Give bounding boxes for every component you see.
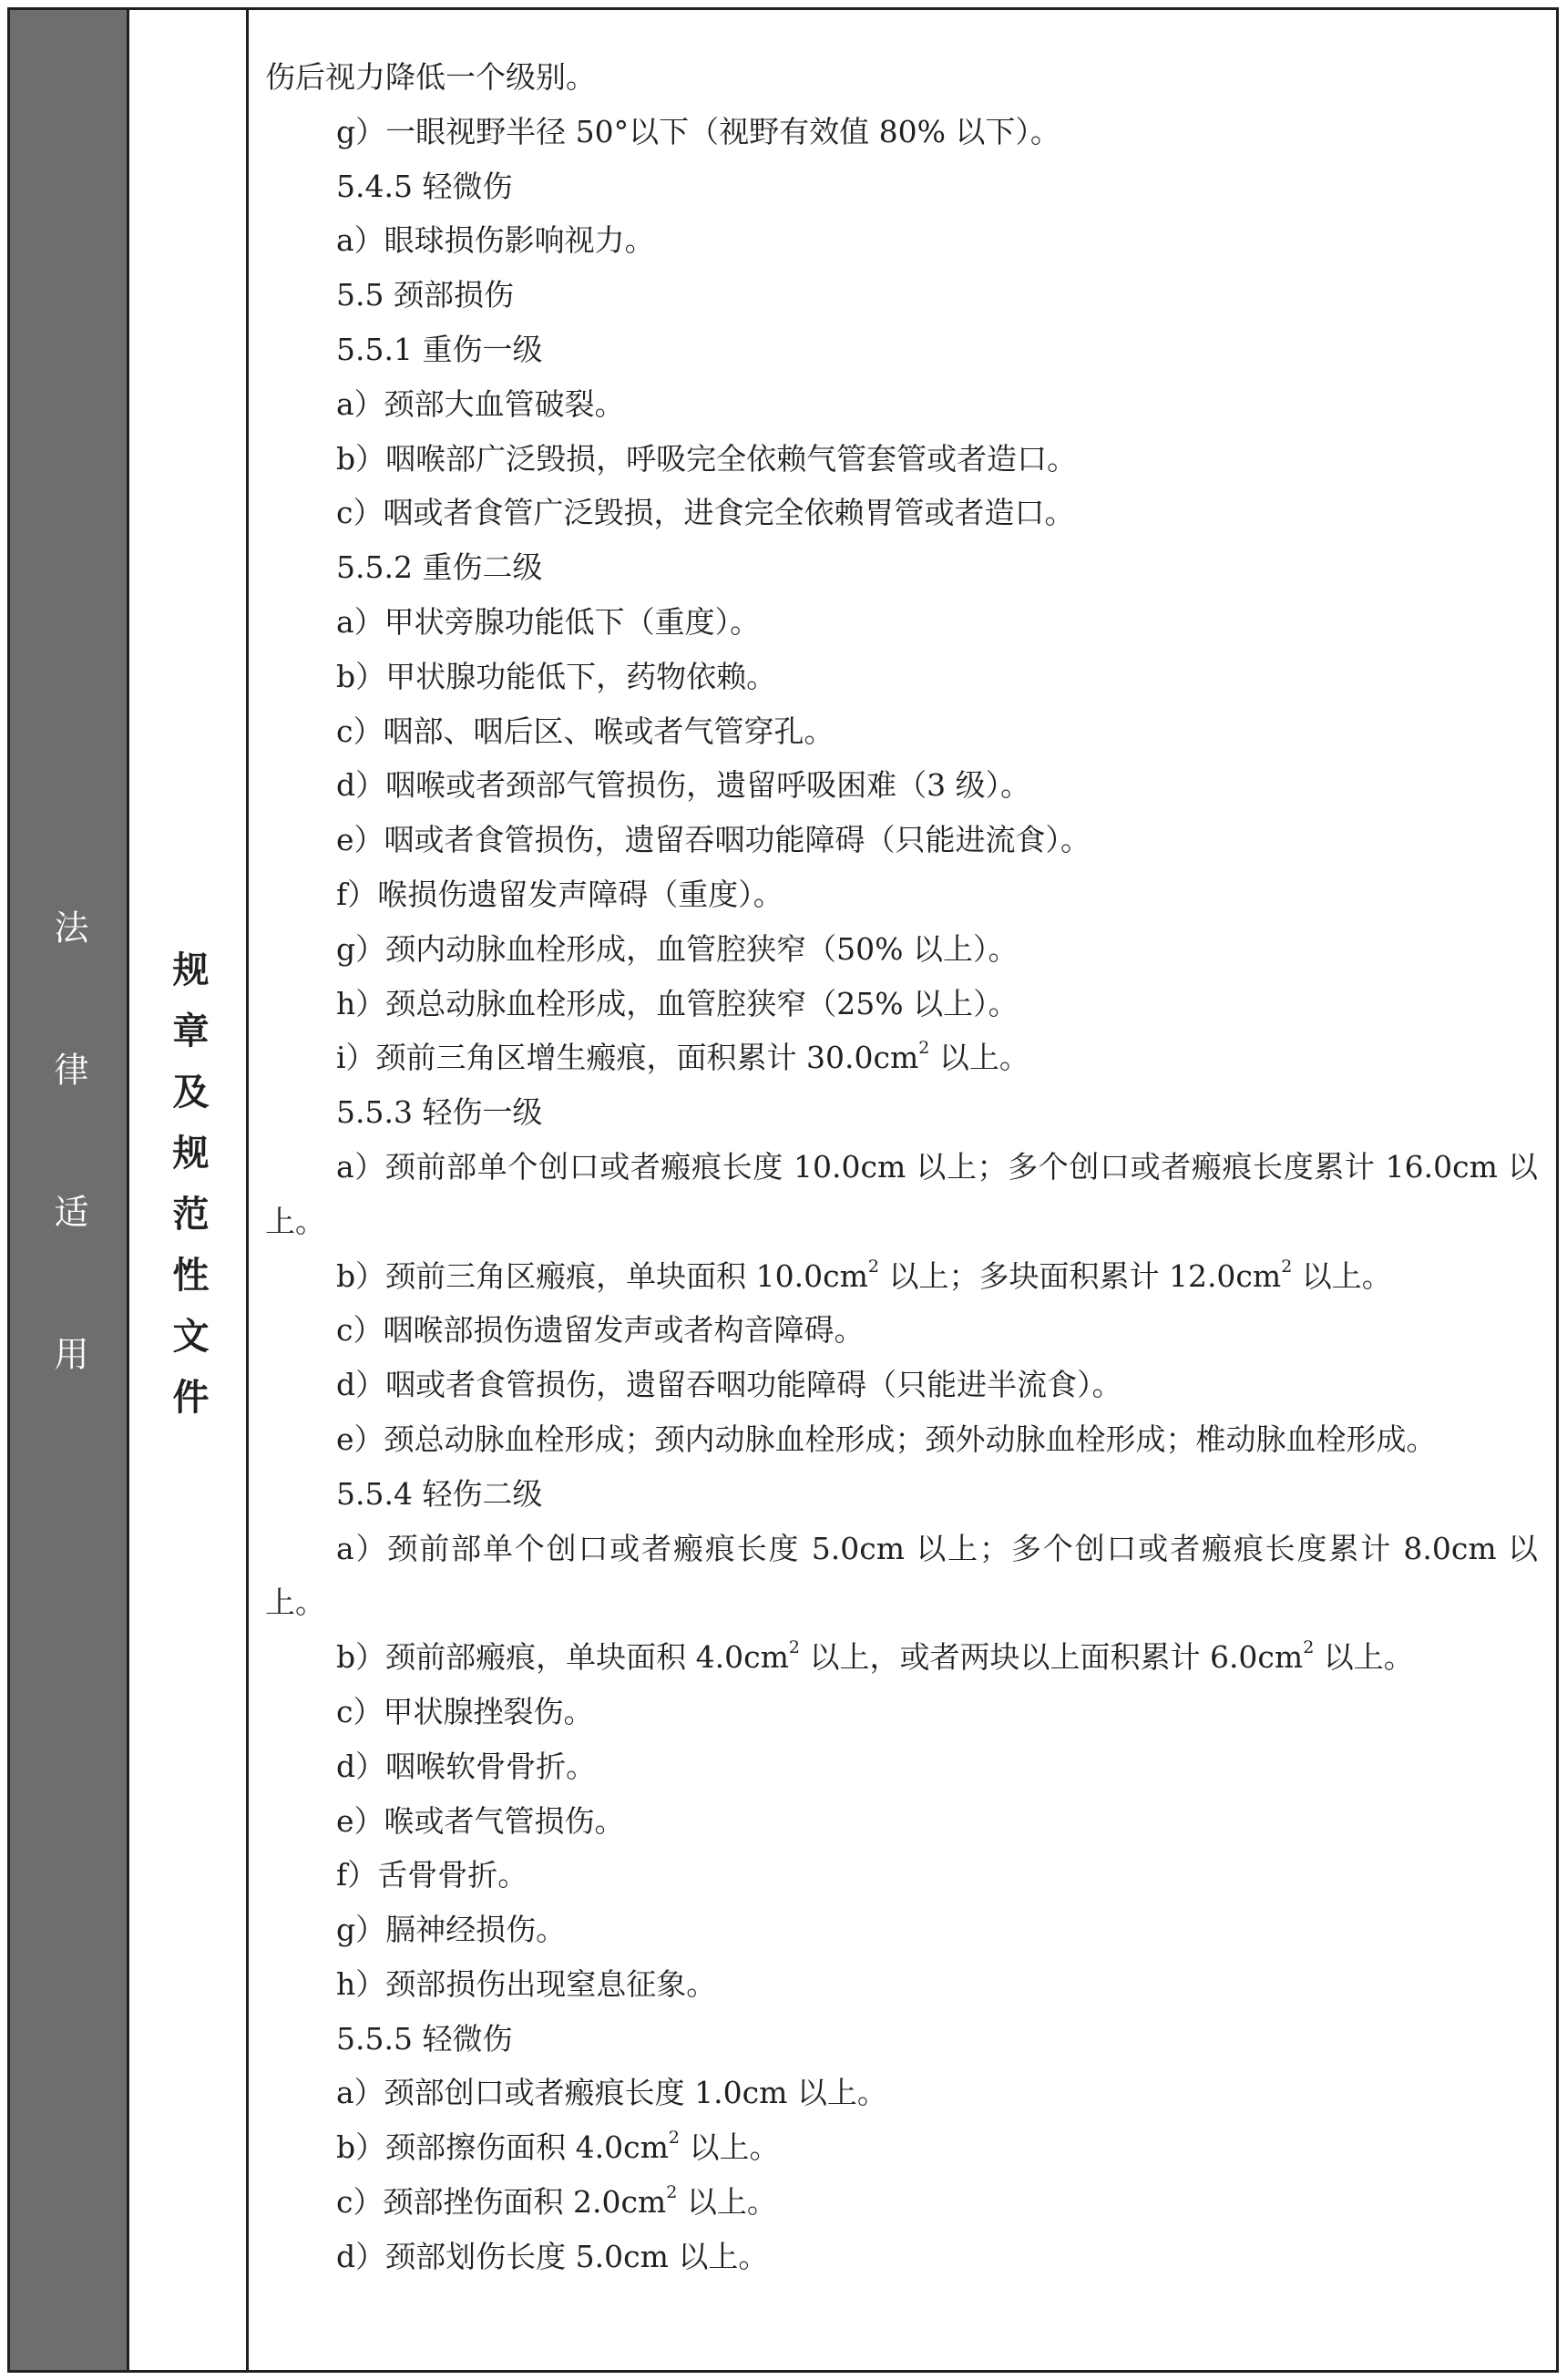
text-line (265, 2120, 1538, 2175)
line-text: g）膈神经损伤。 (336, 1912, 567, 1948)
line-text: b）咽喉部广泛毁损，呼吸完全依赖气管套管或者造口。 (336, 440, 1078, 477)
line-text: b）颈前部瘢痕，单块面积 4.0cm (336, 1639, 789, 1676)
line-text: 5.5.4 轻伤二级 (336, 1475, 543, 1512)
text-line (265, 1085, 1538, 1140)
text-line (265, 2230, 1538, 2284)
line-text: e）咽或者食管损伤，遗留吞咽功能障碍（只能进流食）。 (336, 822, 1091, 858)
line-text: c）咽或者食管广泛毁损，进食完全依赖胃管或者造口。 (336, 495, 1075, 531)
line-text: 5.5.1 重伤一级 (336, 331, 543, 367)
text-line (265, 1903, 1538, 1957)
line-text: 5.5.3 轻伤一级 (336, 1094, 543, 1131)
text-line (265, 867, 1538, 922)
text-line (265, 159, 1538, 214)
line-text: a）颈部创口或者瘢痕长度 1.0cm 以上。 (336, 2075, 887, 2111)
text-line (265, 268, 1538, 323)
text-line (265, 1303, 1538, 1358)
text-line (265, 432, 1538, 487)
superscript: 2 (666, 2182, 678, 2203)
text-line (265, 1522, 1538, 1631)
text-line (265, 50, 1538, 105)
line-text: d）咽或者食管损伤，遗留吞咽功能障碍（只能进半流食）。 (336, 1367, 1122, 1403)
text-line (265, 977, 1538, 1031)
text-line (265, 1685, 1538, 1739)
text-line (265, 2012, 1538, 2067)
line-text: e）喉或者气管损伤。 (336, 1802, 625, 1839)
line-text: 以上；多块面积累计 12.0cm (878, 1257, 1282, 1294)
line-text: h）颈部损伤出现窒息征象。 (336, 1965, 717, 2002)
line-text: e）颈总动脉血栓形成；颈内动脉血栓形成；颈外动脉血栓形成；椎动脉血栓形成。 (336, 1421, 1437, 1457)
text-line (265, 323, 1538, 377)
text-line (265, 1412, 1538, 1467)
line-text: c）颈部挫伤面积 2.0cm (336, 2184, 667, 2221)
text-line (265, 813, 1538, 867)
text-line (265, 1031, 1538, 1085)
line-text: 以上。 (1314, 1639, 1414, 1676)
line-text: 以上。 (1292, 1257, 1392, 1294)
text-line (265, 1848, 1538, 1903)
category-label: 法律适用 (48, 909, 88, 1478)
text-line (265, 540, 1538, 595)
line-text: c）咽喉部损伤遗留发声或者构音障碍。 (336, 1312, 865, 1349)
text-line (265, 213, 1538, 268)
text-line (265, 758, 1538, 813)
line-text: g）颈内动脉血栓形成，血管腔狭窄（50% 以上）。 (336, 930, 1019, 967)
line-text: 以上。 (677, 2184, 777, 2221)
category-column (10, 10, 129, 2370)
line-text: d）咽喉软骨骨折。 (336, 1748, 597, 1784)
line-text: a）颈前部单个创口或者瘢痕长度 10.0cm 以上；多个创口或者瘢痕长度累计 16.0cm 以上。 (265, 1148, 1538, 1239)
line-text: 伤后视力降低一个级别。 (265, 59, 596, 95)
text-line (265, 704, 1538, 759)
line-text: f）舌骨骨折。 (336, 1857, 528, 1893)
text-line (265, 2066, 1538, 2120)
content-column (249, 10, 1556, 2370)
superscript: 2 (788, 1637, 800, 1658)
text-line (265, 1957, 1538, 2012)
line-text: c）咽部、咽后区、喉或者气管穿孔。 (336, 713, 835, 749)
line-text: a）颈前部单个创口或者瘢痕长度 5.0cm 以上；多个创口或者瘢痕长度累计 8.0cm 以上。 (265, 1530, 1538, 1621)
text-line (265, 650, 1538, 704)
text-line (265, 1739, 1538, 1794)
line-text: 以上。 (929, 1040, 1029, 1076)
text-line (265, 1140, 1538, 1249)
line-text: 5.5.2 重伤二级 (336, 549, 543, 586)
superscript: 2 (867, 1256, 879, 1277)
line-text: b）颈部擦伤面积 4.0cm (336, 2129, 669, 2166)
line-text: 5.4.5 轻微伤 (336, 168, 513, 204)
line-text: h）颈总动脉血栓形成，血管腔狭窄（25% 以上）。 (336, 985, 1019, 1021)
line-text: b）颈前三角区瘢痕，单块面积 10.0cm (336, 1257, 868, 1294)
line-text: i）颈前三角区增生瘢痕，面积累计 30.0cm (336, 1040, 919, 1076)
superscript: 2 (668, 2128, 680, 2149)
line-text: a）眼球损伤影响视力。 (336, 222, 655, 259)
line-text: 5.5 颈部损伤 (336, 277, 514, 313)
text-line (265, 486, 1538, 540)
text-line (265, 1358, 1538, 1412)
text-line (265, 595, 1538, 650)
line-text: c）甲状腺挫裂伤。 (336, 1693, 594, 1729)
text-line (265, 1467, 1538, 1522)
text-line (265, 2175, 1538, 2230)
text-line (265, 1249, 1538, 1304)
line-text: d）咽喉或者颈部气管损伤，遗留呼吸困难（3 级）。 (336, 767, 1031, 804)
superscript: 2 (918, 1038, 930, 1059)
subcategory-label: 规章及规范性文件 (167, 950, 209, 1439)
subcategory-column (129, 10, 249, 2370)
text-line (265, 105, 1538, 159)
table-frame (7, 7, 1559, 2373)
text-line (265, 1794, 1538, 1849)
line-text: a）颈部大血管破裂。 (336, 385, 625, 422)
superscript: 2 (1303, 1637, 1315, 1658)
line-text: 以上，或者两块以上面积累计 6.0cm (799, 1639, 1304, 1676)
line-text: 以上。 (679, 2129, 780, 2166)
superscript: 2 (1281, 1256, 1293, 1277)
text-line (265, 1630, 1538, 1685)
line-text: f）喉损伤遗留发声障碍（重度）。 (336, 876, 784, 912)
text-line (265, 922, 1538, 977)
text-line (265, 377, 1538, 432)
line-text: d）颈部划伤长度 5.0cm 以上。 (336, 2238, 769, 2274)
line-text: 5.5.5 轻微伤 (336, 2020, 513, 2057)
line-text: a）甲状旁腺功能低下（重度）。 (336, 603, 761, 640)
line-text: g）一眼视野半径 50°以下（视野有效值 80% 以下）。 (336, 113, 1060, 149)
line-text: b）甲状腺功能低下，药物依赖。 (336, 658, 777, 694)
